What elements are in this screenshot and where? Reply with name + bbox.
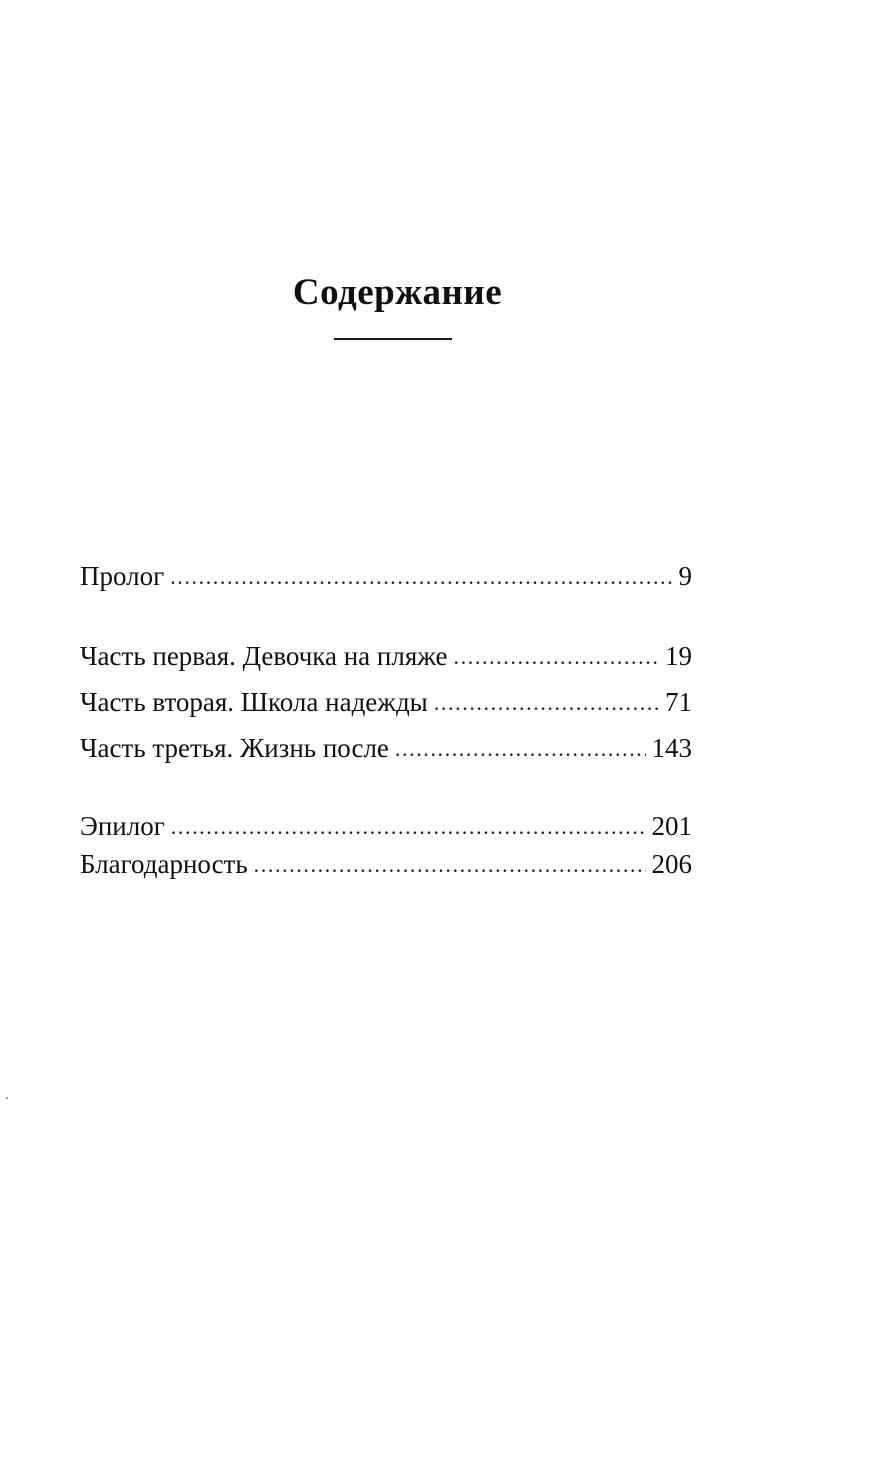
dot-leader — [170, 559, 672, 595]
toc-entry-page: 206 — [651, 849, 692, 879]
toc-entry-label: Часть вторая. Школа надежды — [80, 687, 428, 717]
title-underline — [334, 338, 452, 340]
toc-entry-part-three[interactable] — [80, 730, 692, 766]
dot-leader — [454, 639, 659, 675]
toc-entry-label: Эпилог — [80, 811, 165, 841]
paper-speck — [6, 1097, 8, 1099]
dot-leader — [254, 847, 646, 883]
toc-entry-part-one[interactable] — [80, 638, 692, 674]
dot-leader — [171, 809, 646, 845]
toc-entry-label: Благодарность — [80, 849, 248, 879]
dot-leader — [395, 731, 646, 767]
toc-entry-page: 201 — [651, 811, 692, 841]
toc-entry-label: Пролог — [80, 561, 165, 591]
toc-entry-page: 9 — [678, 561, 692, 591]
toc-entry-part-two[interactable] — [80, 684, 692, 720]
toc-entry-page: 19 — [665, 641, 692, 671]
dot-leader — [434, 685, 659, 721]
page-title: Содержание — [292, 272, 503, 313]
toc-entry-prologue[interactable] — [80, 558, 692, 594]
toc-entry-page: 71 — [665, 687, 692, 717]
toc-entry-label: Часть третья. Жизнь после — [80, 733, 389, 763]
toc-entry-page: 143 — [651, 733, 692, 763]
toc-entry-acknowledgements[interactable] — [80, 846, 692, 882]
toc-entry-label: Часть первая. Девочка на пляже — [80, 641, 448, 671]
toc-entry-epilogue[interactable] — [80, 808, 692, 844]
